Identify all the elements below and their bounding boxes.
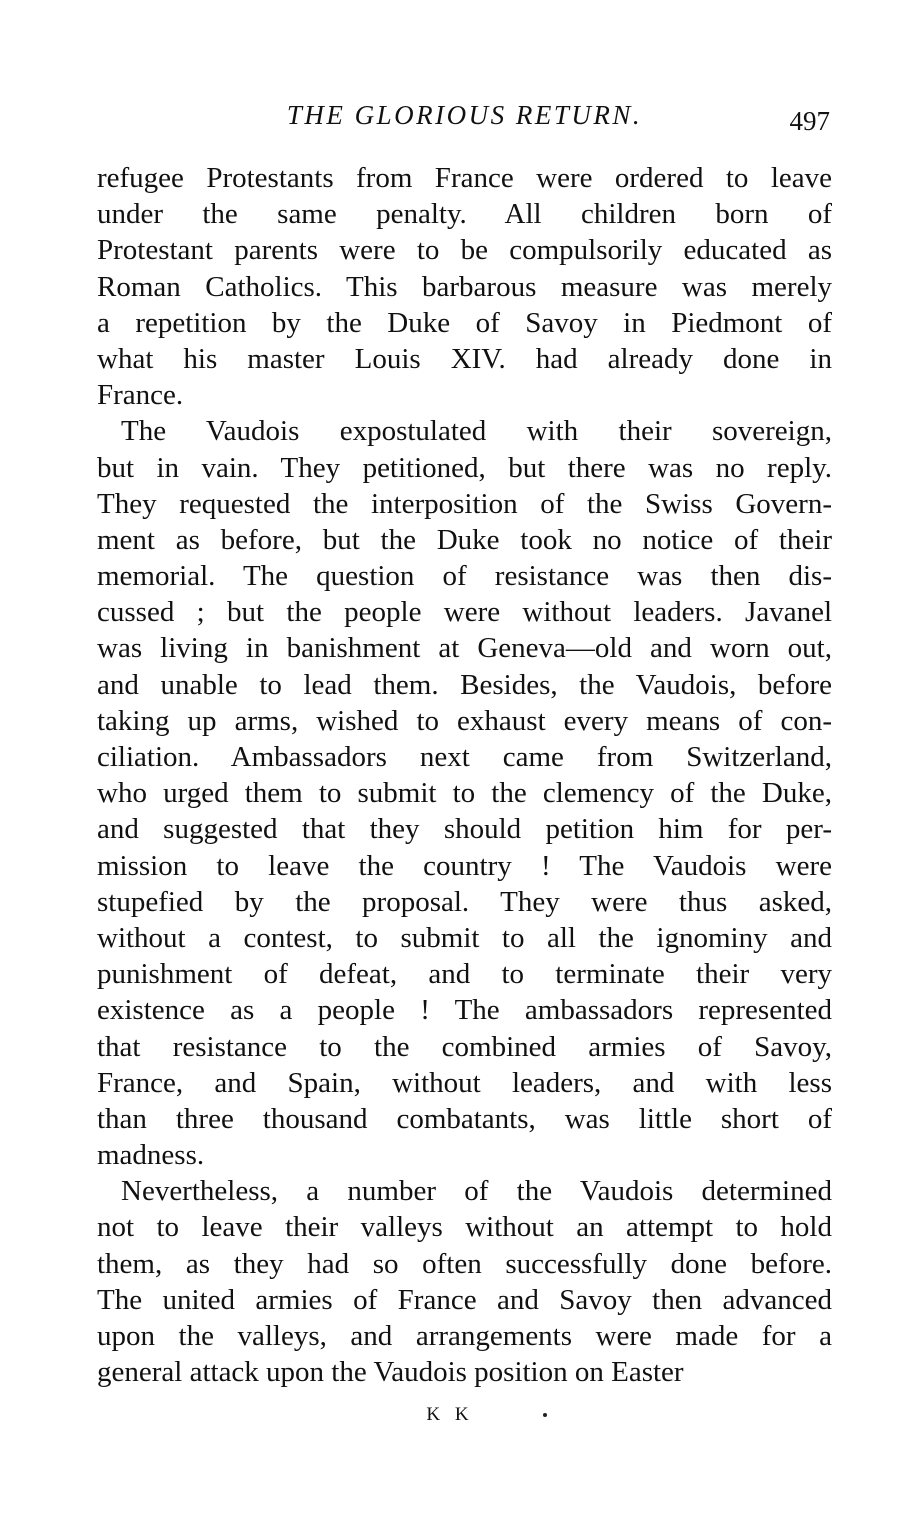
text-line: that resistance to the combined armies of Savoy, (97, 1030, 832, 1063)
body-text (97, 160, 832, 1390)
text-line: what his master Louis XIV. had already done in (97, 342, 832, 375)
text-line: France. (97, 379, 184, 412)
paragraph (97, 1173, 832, 1390)
text-line: The united armies of France and Savoy then advanced (97, 1283, 832, 1316)
text-line: cussed ; but the people were without leaders. Javanel (97, 596, 832, 629)
text-line: under the same penalty. All children born of (97, 198, 832, 231)
running-title: THE GLORIOUS RETURN. (286, 100, 643, 130)
text-line: Nevertheless, a number of the Vaudois determined (121, 1175, 832, 1208)
text-line: ciliation. Ambassadors next came from Switzerland, (97, 741, 832, 773)
text-line: upon the valleys, and arrangements were made for a (97, 1320, 832, 1352)
printer-dot (543, 1413, 547, 1417)
text-line: existence as a people ! The ambassadors represented (97, 994, 832, 1027)
text-line: The Vaudois expostulated with their sovereign, (121, 415, 832, 448)
page-header (97, 95, 832, 135)
text-line: stupefied by the proposal. They were thus asked, (97, 885, 832, 918)
text-line: them, as they had so often successfully done before. (97, 1247, 832, 1280)
text-line: not to leave their valleys without an attempt to hold (97, 1211, 832, 1244)
text-line: and suggested that they should petition him for per- (97, 813, 832, 846)
page-number: 497 (789, 106, 830, 136)
text-line: who urged them to submit to the clemency of the Duke, (97, 777, 832, 810)
text-line: but in vain. They petitioned, but there was no reply. (97, 451, 832, 484)
text-line: Protestant parents were to be compulsorily educated as (97, 234, 832, 267)
text-line: punishment of defeat, and to terminate their very (97, 958, 832, 991)
text-line: taking up arms, wished to exhaust every means of con- (97, 704, 832, 737)
paragraph (97, 413, 832, 1173)
text-line: Roman Catholics. This barbarous measure was merely (97, 270, 832, 303)
paragraph (97, 160, 832, 413)
text-line: a repetition by the Duke of Savoy in Piedmont of (97, 306, 832, 339)
text-line: madness. (97, 1139, 205, 1172)
text-line: refugee Protestants from France were ordered to leave (97, 162, 832, 194)
text-line: France, and Spain, without leaders, and with less (97, 1066, 832, 1099)
text-line: than three thousand combatants, was little short of (97, 1102, 832, 1135)
signature-mark: K K (426, 1404, 474, 1425)
text-line: general attack upon the Vaudois position on Easter (97, 1356, 684, 1389)
text-line: was living in banishment at Geneva—old and worn out, (97, 632, 832, 665)
text-line: memorial. The question of resistance was then dis- (97, 560, 832, 593)
text-line: and unable to lead them. Besides, the Vaudois, before (97, 668, 832, 701)
text-line: without a contest, to submit to all the ignominy and (97, 921, 832, 954)
text-line: ment as before, but the Duke took no notice of their (97, 523, 832, 556)
text-line: They requested the interposition of the Swiss Govern- (97, 487, 832, 520)
text-line: mission to leave the country ! The Vaudois were (97, 849, 832, 882)
